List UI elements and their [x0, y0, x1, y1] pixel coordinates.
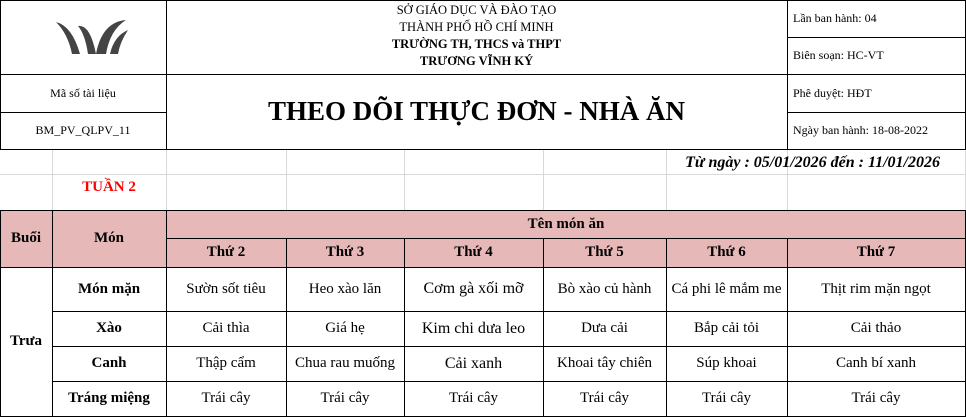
dish-cell: Trái cây — [201, 390, 251, 406]
org-department: SỞ GIÁO DỤC VÀ ĐÀO TẠO — [396, 3, 557, 17]
dish-type-cell: Món mặn — [77, 280, 141, 297]
day-header: Thứ 2 — [206, 244, 246, 260]
dish-cell: Sườn sốt tiêu — [186, 280, 266, 297]
dish-cell: Heo xào lăn — [308, 280, 382, 297]
dish-cell: Thập cẩm — [196, 355, 256, 371]
dish-cell: Giá hẹ — [325, 320, 365, 336]
doc-code-label: Mã số tài liệu — [50, 85, 116, 100]
dish-cell: Khoai tây chiên — [557, 355, 652, 371]
day-header: Thứ 4 — [454, 244, 493, 260]
org-school-name: TRƯƠNG VĨNH KÝ — [419, 54, 534, 68]
org-city: THÀNH PHỐ HỒ CHÍ MINH — [399, 20, 554, 34]
dish-cell: Canh bí xanh — [836, 355, 916, 371]
dish-type-cell: Xào — [96, 320, 122, 336]
page-title: THEO DÕI THỰC ĐƠN - NHÀ ĂN — [267, 96, 686, 126]
dish-type-header: Món — [94, 230, 124, 246]
day-header: Thứ 6 — [707, 244, 746, 260]
dish-type-cell: Canh — [91, 355, 127, 371]
day-header: Thứ 7 — [856, 244, 896, 260]
dish-cell: Súp khoai — [696, 355, 757, 371]
meta-issue: Lần ban hành: 04 — [793, 11, 877, 25]
session-header: Buổi — [10, 230, 41, 246]
dish-cell: Dưa cải — [581, 320, 628, 336]
dish-cell: Bò xào củ hành — [557, 280, 652, 297]
dish-cell: Cải thảo — [850, 320, 902, 336]
dish-cell: Cải thìa — [202, 320, 250, 336]
dish-cell: Trái cây — [448, 390, 499, 406]
school-logo — [52, 14, 130, 58]
meta-author: Biên soạn: HC-VT — [793, 48, 884, 62]
dish-cell: Bắp cải tỏi — [694, 320, 759, 336]
dish-cell: Cơm gà xối mỡ — [423, 280, 524, 297]
doc-code: BM_PV_QLPV_11 — [35, 123, 131, 137]
dish-cell: Thịt rim mặn ngọt — [821, 280, 931, 297]
day-header: Thứ 3 — [325, 244, 365, 260]
dish-cell: Cá phi lê mắm me — [671, 280, 782, 297]
dish-cell: Trái cây — [579, 390, 630, 406]
meta-issue-date: Ngày ban hành: 18-08-2022 — [793, 123, 928, 137]
dish-cell: Cải xanh — [444, 354, 503, 372]
meta-approval: Phê duyệt: HĐT — [793, 85, 872, 100]
day-header: Thứ 5 — [585, 244, 624, 260]
dish-cell: Trái cây — [851, 390, 901, 406]
date-range: Từ ngày : 05/01/2026 đến : 11/01/2026 — [685, 154, 940, 171]
week-label: TUẦN 2 — [82, 179, 136, 195]
org-school: TRƯỜNG TH, THCS và THPT — [391, 37, 562, 51]
session-cell: Trưa — [9, 333, 43, 349]
dish-cell: Chua rau muống — [295, 355, 395, 371]
dish-type-cell: Tráng miệng — [68, 390, 150, 406]
dish-names-header: Tên món ăn — [527, 215, 605, 232]
dish-cell: Kim chi dưa leo — [421, 319, 526, 337]
logo-mark-icon — [52, 14, 130, 58]
dish-cell: Trái cây — [701, 390, 752, 406]
dish-cell: Trái cây — [320, 390, 370, 406]
